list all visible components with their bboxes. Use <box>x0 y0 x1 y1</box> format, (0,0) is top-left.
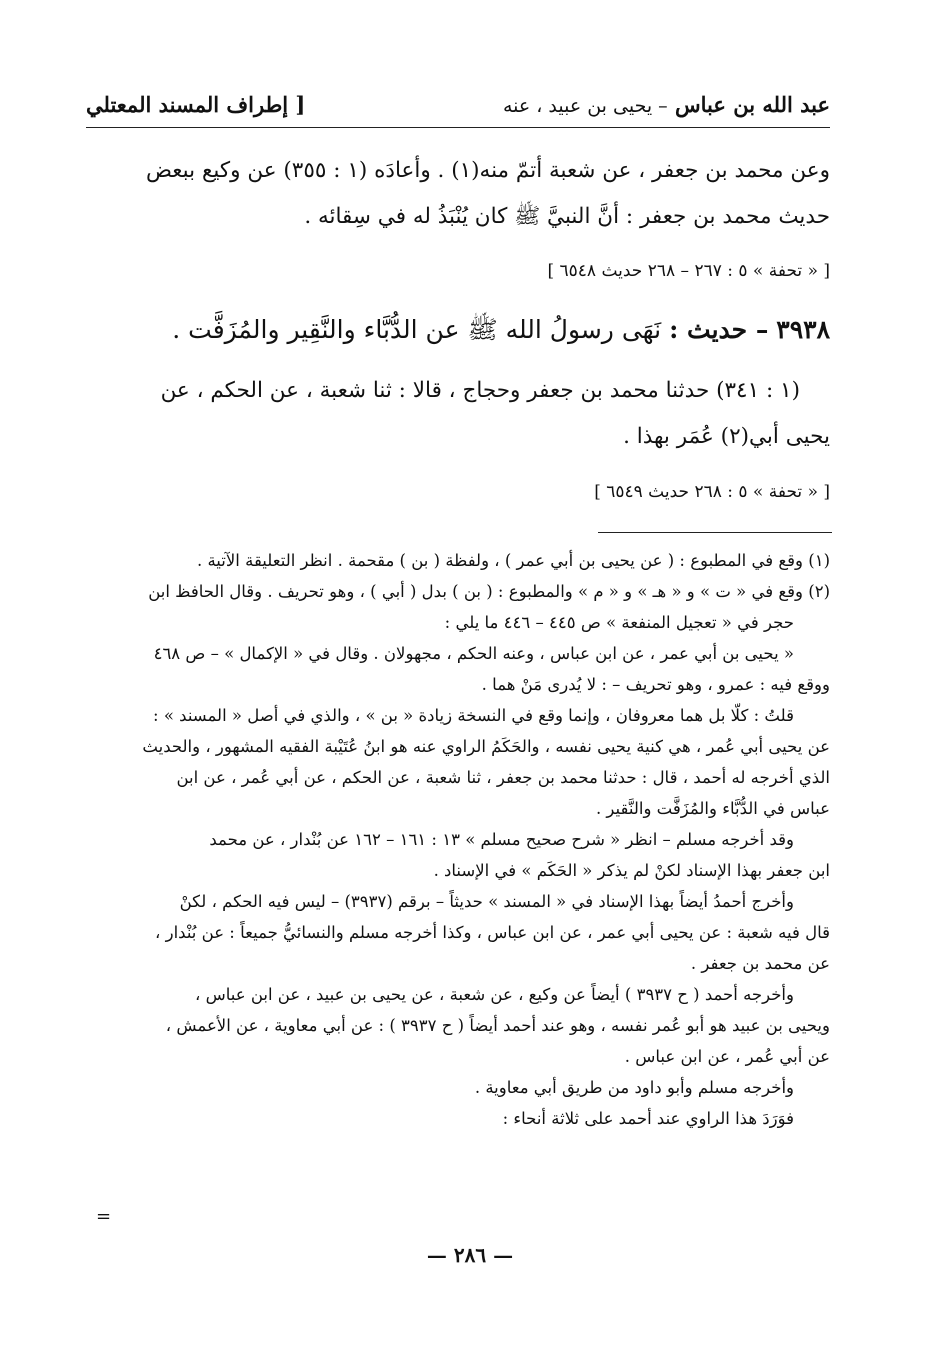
header-rule <box>86 127 830 128</box>
footnote-comment-line: وأخرجه أحمد ( ح ٣٩٣٧ ) أيضاً عن وكيع ، عن شعبة ، عن يحيى بن عبيد ، عن ابن عباس ، <box>195 985 794 1004</box>
footnote-separator <box>598 532 832 533</box>
hadith-number: ٣٩٣٨ <box>776 315 830 344</box>
text-line: (١ : ٣٤١) حدثنا محمد بن جعفر وحجاج ، قالا : ثنا شعبة ، عن الحكم ، عن <box>160 378 800 403</box>
text-line: يحيى أبي(٢) عُمَر بهذا . <box>623 424 830 449</box>
running-header <box>86 92 830 132</box>
footnote-comment-line: عباس في الدُّبَّاء والمُزَفَّت والنَّقير . <box>595 799 830 818</box>
page-number: — ٢٨٦ — <box>426 1243 514 1267</box>
footnote-quote-line: « يحيى بن أبي عمر ، عن ابن عباس ، وعنه الحكم ، مجهولان . وقال في « الإكمال » – ص ٤٦٨ <box>153 644 794 663</box>
tuhfa-reference: [ « تحفة » ٥ : ٢٦٨ حديث ٦٥٤٩ ] <box>594 482 830 502</box>
hadith-text: نَهَى رسولُ الله ﷺ عن الدُّبَّاء والنَّقِير والمُزَفَّت . <box>172 315 662 344</box>
footnote-comment-line: وقد أخرجه مسلم – انظر « شرح صحيح مسلم » ١٣ : ١٦١ – ١٦٢ عن بُنْدار ، عن محمد <box>209 830 794 849</box>
footnote-comment-line: قلتُ : كلّا بل هما معروفان ، وإنما وقع في النسخة زيادة « بن » ، والذي في أصل « المسند » : <box>153 706 794 725</box>
footnotes <box>86 545 830 1134</box>
footnote-comment-line: وأخرجه مسلم وأبو داود من طريق أبي معاوية . <box>474 1078 794 1097</box>
text-line: حديث محمد بن جعفر : أنَّ النبيَّ ﷺ كان يُنْبَذُ له في سِقائه . <box>304 204 830 229</box>
header-book-title: [ إطراف المسند المعتلي <box>86 92 306 117</box>
paragraph-continuation <box>86 148 830 240</box>
footnote-comment-line: عن أبي عُمر ، عن ابن عباس . <box>624 1047 830 1066</box>
footnote-1: (١) وقع في المطبوع : ( عن يحيى بن أبي عمر ) ، ولفظة ( بن ) مقحمة . انظر التعليقة الآتية . <box>196 551 830 570</box>
header-companion-name: عبد الله بن عباس <box>675 92 830 117</box>
hadith-keyword: – حديث : <box>669 315 769 344</box>
hadith-heading <box>86 308 830 352</box>
footnote-comment-line: وأخرج أحمدُ أيضاً بهذا الإسناد في « المسند » حديثاً – برقم (٣٩٣٧) – ليس فيه الحكم ، لكنْ <box>179 892 794 911</box>
text-line: وعن محمد بن جعفر ، عن شعبة أتمّ منه(١) . وأعادَه (١ : ٣٥٥) عن وكيع ببعض <box>145 158 830 183</box>
footnote-comment-line: قال فيه شعبة : عن يحيى أبي عمر ، عن ابن عباس ، وكذا أخرجه مسلم والنسائيُّ جميعاً : عن بُنْدار ، <box>155 923 830 942</box>
header-chapter <box>503 92 830 117</box>
footnote-comment-line: ابن جعفر بهذا الإسناد لكنْ لم يذكر « الحَكَم » في الإسناد . <box>433 861 830 880</box>
footnote-2-line: حجر في « تعجيل المنفعة » ص ٤٤٥ – ٤٤٦ ما يلي : <box>444 613 794 632</box>
footnote-comment-line: عن محمد بن جعفر . <box>690 954 830 973</box>
tuhfa-reference: [ « تحفة » ٥ : ٢٦٧ – ٢٦٨ حديث ٦٥٤٨ ] <box>547 261 830 281</box>
footnote-quote-line: ووقع فيه : عمرو ، وهو تحريف – : لا يُدرى مَنْ هما . <box>481 675 830 694</box>
footnote-comment-line: عن يحيى أبي عُمر ، هي كنية يحيى نفسه ، والحَكَمُ الراوي عنه هو ابنُ عُتَيْبة الفقيه المشهور ، والحديث <box>142 737 830 756</box>
footnote-comment-line: فوَرَدَ هذا الراوي عند أحمد على ثلاثة أنحاء : <box>502 1109 794 1128</box>
footnote-comment-line: الذي أخرجه له أحمد ، قال : حدثنا محمد بن جعفر ، ثنا شعبة ، عن الحكم ، عن أبي عُمر ، عن ابن <box>176 768 830 787</box>
footnote-comment-line: ويحيى بن عبيد هو أبو عُمر نفسه ، وهو عند أحمد أيضاً ( ح ٣٩٣٧ ) : عن أبي معاوية ، عن الأعمش ، <box>165 1016 830 1035</box>
footnote-2-line: (٢) وقع في « ت » و « هـ » و « م » والمطبوع : ( بن ) بدل ( أبي ) ، وهو تحريف . وقال الحافظ ابن <box>148 582 830 601</box>
header-narrator: – يحيى بن عبيد ، عنه <box>502 95 668 117</box>
continuation-mark: = <box>96 1206 112 1227</box>
paragraph-isnad <box>86 368 830 460</box>
